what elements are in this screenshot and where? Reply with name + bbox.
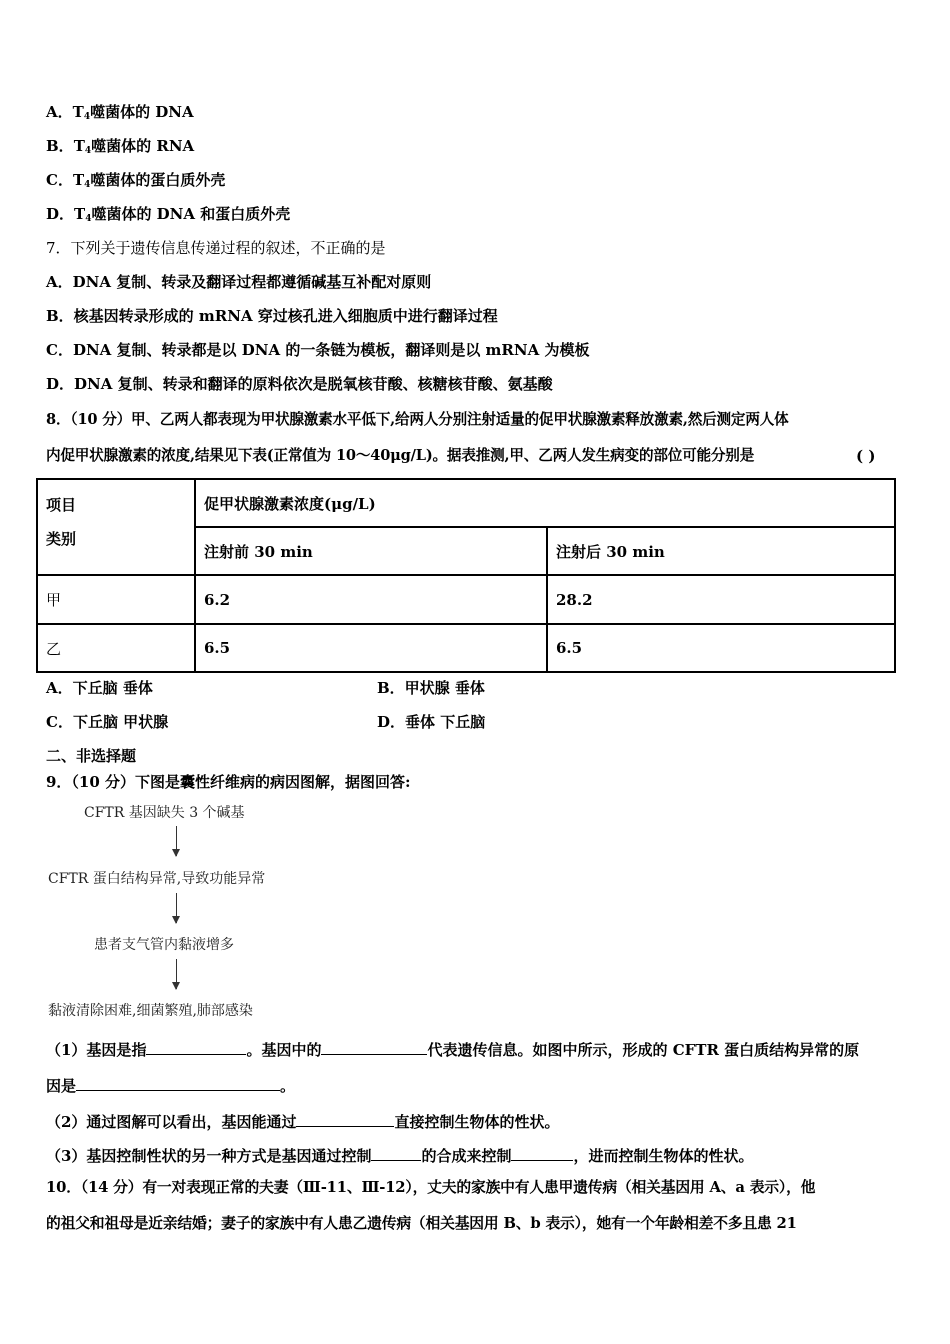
q8-option-c: C．下丘脑 甲状腺 <box>46 713 169 731</box>
q6-option-d: D．$T_4$噬菌体的 DNA 和蛋白质外壳 <box>46 205 291 224</box>
answer-blank[interactable] <box>296 1110 394 1127</box>
down-arrow-icon <box>176 893 177 923</box>
q9-sub2: （2）通过图解可以看出，基因能通过 直接控制生物体的性状。 <box>46 1110 559 1132</box>
table-header-concentration: 促甲状腺激素浓度(μg/L) <box>195 479 895 527</box>
table-cell-before: 6.2 <box>195 575 547 624</box>
q9-sub3: （3）基因控制性状的另一种方式是基因通过控制 的合成来控制 ，进而控制生物体的性状。 <box>46 1144 753 1166</box>
table-header-after: 注射后 30 min <box>547 527 895 575</box>
answer-blank[interactable] <box>76 1074 280 1091</box>
q10-stem-line2: 的祖父和祖母是近亲结婚；妻子的家族中有人患乙遗传病（相关基因用 B、b 表示），她有一个年龄相差不多且患 21 <box>46 1215 797 1232</box>
q7-option-d: D．DNA 复制、转录和翻译的原料依次是脱氧核苷酸、核糖核苷酸、氨基酸 <box>46 375 553 393</box>
q9-stem: 9．（10 分）下图是囊性纤维病的病因图解，据图回答: <box>46 773 411 791</box>
cftr-flow-diagram <box>46 796 306 1022</box>
table-row-name: 甲 <box>37 575 195 624</box>
down-arrow-icon <box>176 959 177 989</box>
table-cell-before: 6.5 <box>195 624 547 672</box>
q9-sub1-line2: 因是 。 <box>46 1074 295 1096</box>
q8-stem-line1: 8．（10 分）甲、乙两人都表现为甲状腺激素水平低下,给两人分别注射适量的促甲状腺激素释放激素,然后测定两人体 <box>46 411 789 428</box>
table-header-before: 注射前 30 min <box>195 527 547 575</box>
answer-blank[interactable] <box>321 1038 427 1055</box>
down-arrow-icon <box>176 826 177 856</box>
answer-blank[interactable] <box>146 1038 246 1055</box>
hormone-table <box>36 478 896 673</box>
table-row-name: 乙 <box>37 624 195 672</box>
q6-option-c: C．$T_4$噬菌体的蛋白质外壳 <box>46 171 226 190</box>
q7-stem: 7．下列关于遗传信息传递过程的叙述，不正确的是 <box>46 239 386 257</box>
table-row <box>37 624 895 672</box>
q8-option-b: B．甲状腺 垂体 <box>377 679 485 697</box>
flow-step-2: CFTR 蛋白结构异常,导致功能异常 <box>48 871 266 887</box>
q7-option-c: C．DNA 复制、转录都是以 DNA 的一条链为模板，翻译则是以 mRNA 为模板 <box>46 341 590 359</box>
q6-option-a: A．$T_4$噬菌体的 DNA <box>46 103 194 122</box>
flow-step-4: 黏液清除困难,细菌繁殖,肺部感染 <box>48 1003 253 1019</box>
q8-option-d: D．垂体 下丘脑 <box>377 713 486 731</box>
answer-blank[interactable] <box>371 1144 421 1161</box>
table-header-item: 项目 <box>46 496 77 514</box>
q10-stem-line1: 10．（14 分）有一对表现正常的夫妻（Ⅲ-11、Ⅲ-12），丈夫的家族中有人患甲遗传病（相关基因用 A、a 表示），他 <box>46 1179 816 1196</box>
answer-blank[interactable] <box>511 1144 573 1161</box>
q6-option-b: B．$T_4$噬菌体的 RNA <box>46 137 195 156</box>
q7-option-b: B．核基因转录形成的 mRNA 穿过核孔进入细胞质中进行翻译过程 <box>46 307 498 325</box>
q8-option-a: A．下丘脑 垂体 <box>46 679 153 697</box>
table-row <box>37 575 895 624</box>
table-cell-after: 6.5 <box>547 624 895 672</box>
q8-answer-paren: ( ) <box>856 447 876 465</box>
table-cell-after: 28.2 <box>547 575 895 624</box>
q7-option-a: A．DNA 复制、转录及翻译过程都遵循碱基互补配对原则 <box>46 273 432 291</box>
q9-sub1-line1: （1）基因是指 。基因中的 代表遗传信息。如图中所示，形成的 CFTR 蛋白质结构异常的原 <box>46 1038 859 1060</box>
q8-stem-line2: 内促甲状腺激素的浓度,结果见下表(正常值为 10～40μg/L)。据表推测,甲、乙两人发生病变的部位可能分别是 <box>46 447 755 464</box>
section-title: 二、非选择题 <box>46 747 137 765</box>
table-header-item-type <box>37 479 195 575</box>
flow-step-1: CFTR 基因缺失 3 个碱基 <box>84 805 245 821</box>
table-header-type: 类别 <box>46 530 77 548</box>
flow-step-3: 患者支气管内黏液增多 <box>94 937 234 953</box>
